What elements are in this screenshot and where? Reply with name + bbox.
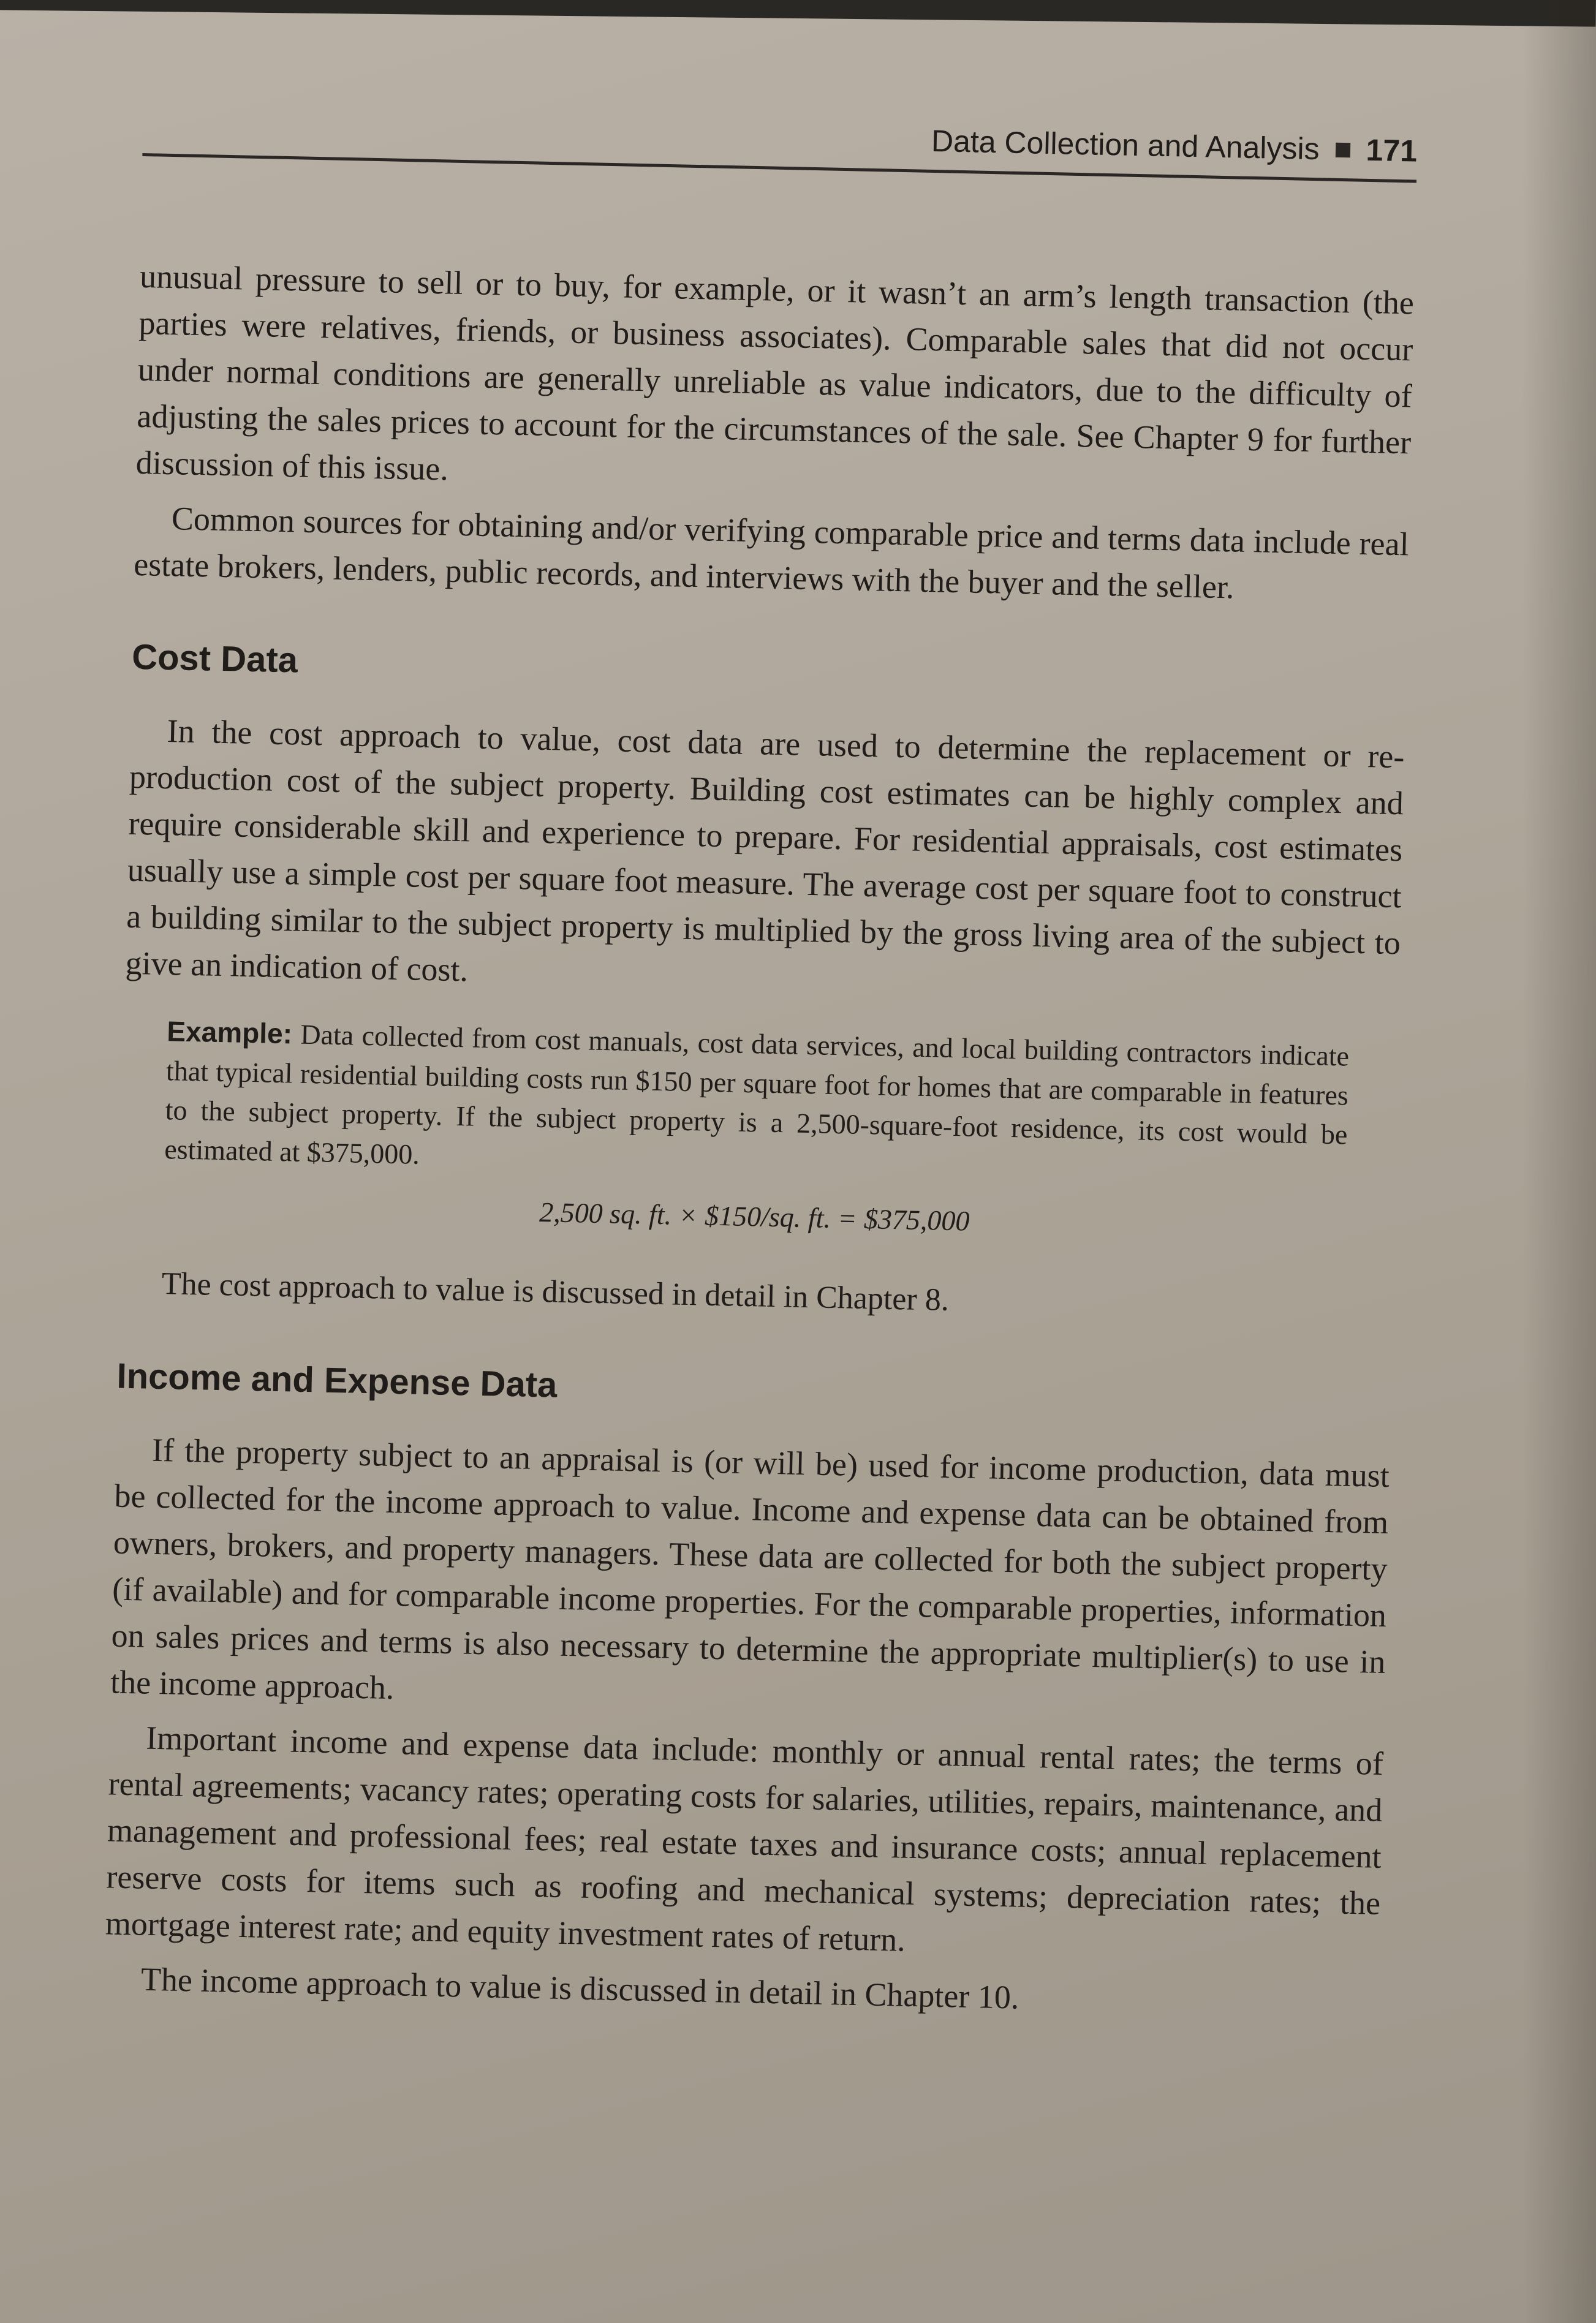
cost-example — [163, 1011, 1350, 1248]
sources-paragraph: Common sources for obtaining and/or verifying comparable price and terms data include real estate brokers, lenders, public records, and interviews with the buyer and the seller. — [133, 500, 1410, 606]
income-paragraph-1: If the property subject to an appraisal is (or will be) used for income production, data must be collected for the income approach to value. Income and expense data can be obtained from owners, brokers, and property managers. These data are collected for both the subject property (if available) and for comparable income properties. For the comparable properties, information on sales prices and terms is also necessary to determine the appropriate multiplier(s) to use in the income approach. — [110, 1431, 1390, 1707]
running-head-text — [931, 123, 1417, 169]
running-title: Data Collection and Analysis — [931, 123, 1320, 167]
square-bullet-icon — [1335, 143, 1350, 157]
page-right-shadow — [1522, 0, 1596, 2323]
cost-data-paragraph: In the cost approach to value, cost data are used to determine the replacement or re-production cost of the subject property. Building cost estimates can be highly complex and require considerable skill and experience to prepare. For residential appraisals, cost estimates usually use a simple cost per square foot measure. The average cost per square foot to construct a building similar to the subject property is multiplied by the gross living area of the subject to give an indication of cost. — [125, 712, 1405, 989]
intro-paragraph: unusual pressure to sell or to buy, for example, or it wasn’t an arm’s length transaction (the parties were relatives, friends, or business associates). Comparable sales that did not occur under normal conditions are generally unreliable as value indicators, due to the difficulty of adjusting the sales prices to account for the circumstances of the sale. See Chapter 9 for further discussion of this issue. — [135, 257, 1415, 488]
example-text: Data collected from cost manuals, cost data services, and local building contractors indicate that typical residential building costs run $150 per square foot for homes that are comparable in features to the subject property. If the subject property is a 2,500-square-foot residence, its cost would be estimated at $375,000. — [164, 1018, 1350, 1170]
cost-approach-note: The cost approach to value is discussed in detail in Chapter 8. — [161, 1266, 950, 1318]
income-expense-heading: Income and Expense Data — [116, 1356, 558, 1405]
income-paragraph-2: Important income and expense data include: monthly or annual rental rates; the terms of rental agreements; vacancy rates; operating costs for salaries, utilities, repairs, maintenance, and management and professional fees; real estate taxes and insurance costs; annual replacement reserve costs for items such as roofing and mechanical systems; depreciation rates; the mortgage interest rate; and equity investment rates of return. — [105, 1719, 1384, 1958]
income-paragraph-3: The income approach to value is discussed in detail in Chapter 10. — [140, 1960, 1020, 2016]
example-label: Example: — [166, 1015, 293, 1050]
running-head — [142, 80, 1418, 183]
page-top-shadow — [0, 0, 1596, 27]
cost-data-heading: Cost Data — [131, 636, 298, 681]
page-number: 171 — [1366, 132, 1418, 168]
cost-formula: 2,500 sq. ft. × $150/sq. ft. = $375,000 — [539, 1196, 970, 1237]
page-content — [104, 80, 1418, 2028]
